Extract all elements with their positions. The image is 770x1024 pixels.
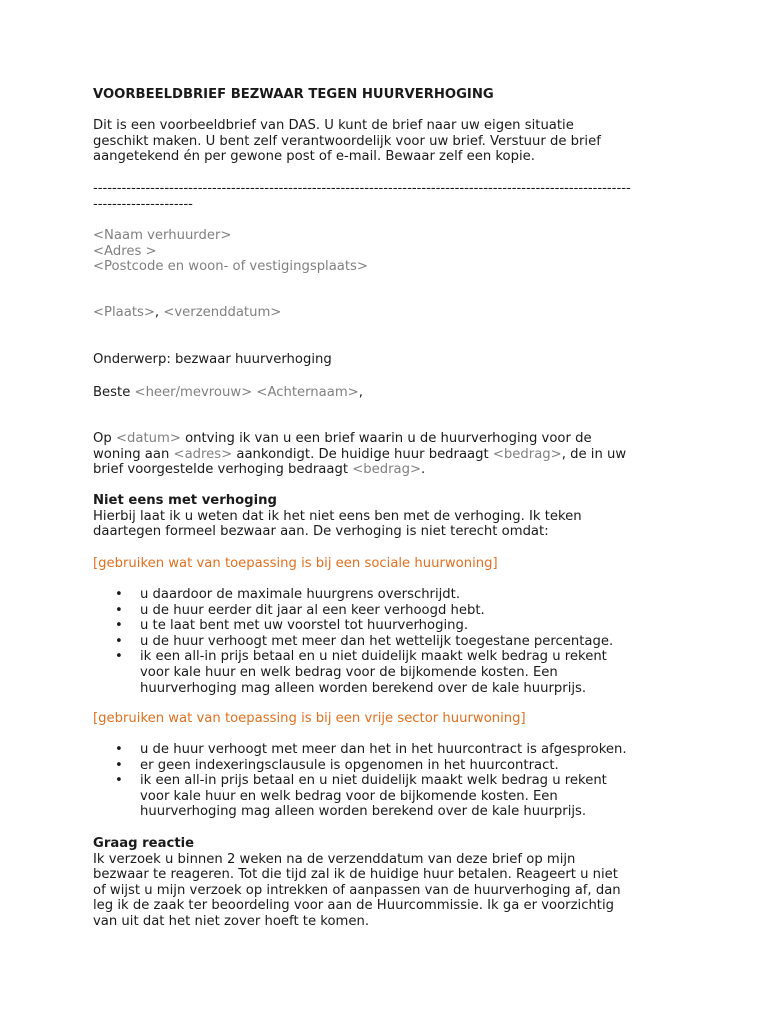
subject-line: Onderwerp: bezwaar huurverhoging (93, 352, 332, 367)
adres-placeholder: <adres> (173, 446, 233, 462)
bullet-icon: • (115, 587, 123, 602)
section-objection (93, 493, 683, 540)
bullet-text-line: voor kale huur en welk bedrag voor de bijkomende kosten. Een (140, 664, 558, 680)
recipient-street-placeholder: <Adres > (93, 243, 157, 259)
bullet-item (93, 773, 683, 820)
bullet-icon: • (115, 742, 123, 757)
salutation-prefix: Beste (93, 385, 135, 400)
section-response (93, 836, 683, 930)
opening-text: Op (93, 431, 116, 446)
bullet-item (93, 649, 683, 696)
salutation-suffix: , (358, 385, 363, 400)
opening-text: woning aan (93, 446, 174, 462)
bullet-text-line: huurverhoging mag alleen worden berekend over de kale huurprijs. (140, 804, 587, 820)
bullet-text-line: u de huur eerder dit jaar al een keer verhoogd hebt. (140, 602, 485, 618)
section-text-line: Ik verzoek u binnen 2 weken na de verzenddatum van deze brief op mijn (93, 851, 576, 867)
opening-line (93, 447, 683, 463)
bullet-text-line: u daardoor de maximale huurgrens overschrijdt. (140, 587, 461, 602)
section-heading: Niet eens met verhoging (93, 493, 277, 508)
datum-placeholder: <datum> (115, 431, 181, 446)
separator-line: --------------------- (93, 196, 193, 212)
bullet-icon: • (115, 602, 123, 618)
bullet-text-line: ik een all-in prijs betaal en u niet duidelijk maakt welk bedrag u rekent (140, 773, 607, 789)
separator (93, 181, 683, 212)
section-text-line: of wijst u mijn verzoek op intrekken of aanpassen van de huurverhoging af, dan (93, 882, 621, 898)
bullet-text-line: u de huur verhoogt met meer dan het wettelijk toegestane percentage. (140, 633, 614, 649)
recipient-postcode-placeholder: <Postcode en woon- of vestigingsplaats> (93, 259, 368, 275)
bullet-icon: • (115, 773, 123, 789)
section-text-line: bezwaar te reageren. Tot die tijd zal ik de huidige huur betalen. Reageert u niet (93, 867, 618, 883)
letter-title: VOORBEELDBRIEF BEZWAAR TEGEN HUURVERHOGING (93, 87, 494, 102)
date-placeholder: <verzenddatum> (163, 305, 282, 320)
salutation-name-placeholder: <Achternaam> (256, 385, 359, 400)
separator-line: ----------------------------------------------------------------------------------------------------------------- (93, 181, 631, 196)
opening-text: ontving ik van u een brief waarin u de huurverhoging voor de (180, 431, 592, 446)
place-date-separator: , (154, 305, 164, 320)
salutation (93, 385, 683, 401)
bullet-item (93, 603, 683, 619)
intro-line: Dit is een voorbeeldbrief van DAS. U kunt de brief naar uw eigen situatie (93, 118, 574, 133)
social-housing-list (93, 587, 683, 696)
section-text-line: Hierbij laat ik u weten dat ik het niet eens ben met de verhoging. Ik teken (93, 508, 582, 524)
bullet-icon: • (115, 757, 123, 773)
bullet-item (93, 587, 683, 603)
section-text-line: leg ik de zaak ter beoordeling voor aan de Huurcommissie. Ik ga er voorzichtig (93, 898, 615, 914)
bullet-icon: • (115, 649, 123, 665)
social-housing-note: [gebruiken wat van toepassing is bij een sociale huurwoning] (93, 556, 498, 571)
intro-paragraph (93, 118, 683, 165)
bullet-icon: • (115, 633, 123, 649)
bullet-item (93, 618, 683, 634)
opening-text: , de in uw (561, 446, 627, 462)
bedrag-placeholder: <bedrag> (492, 446, 562, 462)
opening-text: aankondigt. De huidige huur bedraagt (232, 446, 493, 462)
free-sector-note: [gebruiken wat van toepassing is bij een vrije sector huurwoning] (93, 711, 526, 726)
intro-line: aangetekend én per gewone post of e-mail. Bewaar zelf een kopie. (93, 149, 535, 165)
bullet-text-line: u te laat bent met uw voorstel tot huurverhoging. (140, 618, 469, 634)
place-date-line (93, 305, 683, 321)
bullet-text-line: er geen indexeringsclausule is opgenomen in het huurcontract. (140, 757, 559, 773)
opening-line (93, 431, 683, 447)
bullet-text-line: u de huur verhoogt met meer dan het in het huurcontract is afgesproken. (140, 742, 627, 757)
bullet-text-line: huurverhoging mag alleen worden berekend over de kale huurprijs. (140, 680, 587, 696)
opening-line (93, 462, 683, 478)
bullet-text-line: ik een all-in prijs betaal en u niet duidelijk maakt welk bedrag u rekent (140, 649, 607, 665)
salutation-title-placeholder: <heer/mevrouw> (134, 385, 253, 400)
opening-text: . (421, 462, 426, 478)
recipient-name-placeholder: <Naam verhuurder> (93, 228, 232, 243)
free-sector-list (93, 742, 683, 820)
section-heading: Graag reactie (93, 836, 195, 851)
bullet-item (93, 634, 683, 650)
bedrag-placeholder: <bedrag> (352, 462, 422, 478)
bullet-text-line: voor kale huur en welk bedrag voor de bijkomende kosten. Een (140, 788, 558, 804)
section-text-line: van uit dat het niet zover hoeft te komen. (93, 913, 370, 929)
place-placeholder: <Plaats> (93, 305, 155, 320)
opening-text: brief voorgestelde verhoging bedraagt (93, 462, 353, 478)
bullet-item (93, 758, 683, 774)
bullet-item (93, 742, 683, 758)
section-text-line: daartegen formeel bezwaar aan. De verhoging is niet terecht omdat: (93, 524, 549, 540)
bullet-icon: • (115, 618, 123, 634)
intro-line: geschikt maken. U bent zelf verantwoordelijk voor uw brief. Verstuur de brief (93, 133, 601, 149)
opening-paragraph (93, 431, 683, 478)
recipient-address (93, 228, 683, 275)
